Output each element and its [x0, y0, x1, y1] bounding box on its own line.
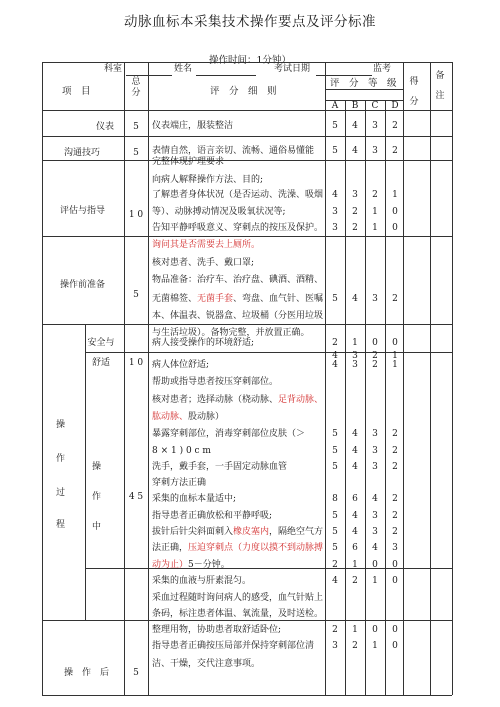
detail-text: 整理用物，协助患者取舒适卧位; — [152, 625, 282, 635]
detail-line — [152, 412, 224, 423]
grade-score: 3 — [372, 527, 378, 537]
detail-text: 物品准备：治疗车、治疗盘、碘酒、酒精、 — [152, 275, 324, 285]
detail-line — [152, 338, 254, 349]
header-got: 得 分 — [409, 77, 419, 107]
grade-score: 4 — [352, 429, 358, 439]
detail-text: 与生活垃圾）。备物完整，并放置正确。 — [152, 328, 310, 338]
detail-line — [152, 294, 323, 305]
table-rule — [148, 62, 149, 695]
total-appearance: 5 — [133, 122, 139, 132]
detail-line — [152, 576, 251, 587]
grade-score: 8 — [332, 494, 338, 504]
grade-score: 2 — [392, 294, 398, 304]
detail-text: 向病人解释操作方法、目的; — [152, 175, 264, 185]
table-rule — [42, 620, 452, 621]
grade-score: 2 — [332, 338, 338, 348]
header-grade: 评 分 等 级 — [330, 78, 397, 89]
grade-score: 0 — [392, 641, 398, 651]
grade-score: 2 — [352, 641, 358, 651]
header-item: 项 目 — [62, 86, 91, 97]
detail-line — [152, 157, 224, 168]
grade-score: 3 — [372, 446, 378, 456]
grade-score: 2 — [392, 446, 398, 456]
detail-text: ，隔绝空气方 — [269, 527, 324, 537]
grade-score: 3 — [392, 543, 398, 553]
item-during-char: 中 — [92, 522, 102, 532]
grade-score: 1 — [392, 190, 398, 200]
grade-score: 2 — [352, 223, 358, 233]
grade-score: 2 — [392, 511, 398, 521]
item-during-char: 作 — [92, 492, 102, 502]
detail-line — [152, 609, 323, 620]
grade-score: 4 — [352, 527, 358, 537]
total-procedure: 4 5 — [128, 492, 144, 502]
detail-text: 表情自然，语言亲切、流畅、通俗易懂能 — [152, 146, 315, 156]
grade-score: 4 — [352, 511, 358, 521]
operation-time: 操作时间：1分钟） — [208, 55, 292, 66]
grade-score: 0 — [372, 625, 378, 635]
table-rule — [42, 324, 452, 325]
detail-line — [152, 223, 323, 234]
item-preparation: 操作前准备 — [60, 280, 106, 290]
detail-line — [152, 360, 209, 371]
grade-score: 2 — [372, 190, 378, 200]
detail-line — [152, 275, 323, 286]
examiner-label: 监考 — [373, 64, 392, 74]
detail-line — [152, 240, 260, 251]
header-detail: 评 分 细 则 — [210, 86, 277, 97]
total-positioning: 1 0 — [128, 358, 144, 368]
detail-text: 了解患者身体状况（是否运动、洗澡、吸烟 — [152, 190, 324, 200]
grade-score: 3 — [332, 223, 338, 233]
grade-score: 4 — [332, 576, 338, 586]
detail-line — [152, 146, 314, 157]
header-note: 备 注 — [435, 71, 445, 101]
detail-line — [152, 311, 323, 322]
grade-score: 5 — [332, 543, 338, 553]
grade-letter: B — [351, 101, 359, 111]
grade-score: 4 — [332, 360, 338, 370]
table-rule — [325, 89, 403, 90]
department-label: 科室 — [104, 64, 123, 74]
detail-line — [152, 462, 287, 473]
grade-score: 3 — [352, 190, 358, 200]
detail-line — [152, 258, 254, 269]
detail-text-highlight: 询问其是否需要去上厕所。 — [152, 240, 261, 250]
grade-score: 2 — [392, 462, 398, 472]
grade-score: 3 — [372, 121, 378, 131]
detail-text: 暴露穿刺部位，消毒穿刺部位皮肤（＞ — [152, 429, 306, 439]
item-safety-comfort: 安全与 舒适 — [87, 338, 115, 368]
item-procedure-char: 程 — [56, 520, 66, 530]
grade-score: 2 — [372, 360, 378, 370]
grade-score: 0 — [392, 207, 398, 217]
grade-letter: D — [391, 101, 399, 111]
detail-text: 核对患者；选择动脉（桡动脉、 — [152, 395, 279, 405]
table-rule — [325, 62, 326, 695]
detail-line — [152, 478, 206, 489]
grade-score: 0 — [392, 576, 398, 586]
grade-score: 1 — [352, 338, 358, 348]
detail-text: 病人接受操作的环境舒适; — [152, 338, 255, 348]
detail-text-highlight: 无菌手套 — [197, 294, 234, 304]
grade-score: 5 — [332, 294, 338, 304]
grade-score: 3 — [372, 511, 378, 521]
grade-score: 1 — [392, 351, 398, 361]
item-communication: 沟通技巧 — [64, 148, 101, 158]
grade-score: 2 — [392, 146, 398, 156]
table-rule — [385, 100, 386, 695]
grade-score: 6 — [352, 494, 358, 504]
detail-text: 法正确， — [152, 543, 189, 553]
detail-text: 核对患者、洗手、戴口罩; — [152, 258, 255, 268]
grade-score: 2 — [392, 494, 398, 504]
grade-score: 4 — [332, 190, 338, 200]
detail-text: 采血过程随时询问病人的感受，血气针贴上 — [152, 593, 324, 603]
table-rule — [42, 62, 452, 63]
item-during-char: 操 — [92, 462, 102, 472]
item-appearance: 仪表 — [96, 122, 115, 132]
table-rule — [452, 62, 453, 695]
table-rule — [42, 160, 452, 161]
detail-line — [152, 377, 278, 388]
grade-score: 1 — [352, 625, 358, 635]
detail-text-highlight: 橡皮塞内 — [233, 527, 270, 537]
detail-line — [152, 543, 323, 554]
grade-score: 4 — [352, 121, 358, 131]
item-procedure-char: 作 — [56, 454, 66, 464]
detail-line — [152, 429, 305, 440]
table-rule — [365, 100, 366, 695]
grade-score: 0 — [372, 338, 378, 348]
grade-score: 2 — [352, 576, 358, 586]
grade-score: 4 — [372, 494, 378, 504]
document-title: 动脉血标本采集技术操作要点及评分标准 — [124, 14, 376, 30]
grade-score: 3 — [372, 429, 378, 439]
detail-text: 病人体位舒适; — [152, 360, 210, 370]
grade-score: 1 — [372, 223, 378, 233]
grade-score: 3 — [332, 641, 338, 651]
detail-line — [152, 121, 233, 132]
detail-text-highlight: 足背动脉、 — [278, 395, 324, 405]
grade-score: 2 — [392, 527, 398, 537]
detail-line — [152, 175, 263, 186]
total-communication: 5 — [133, 148, 139, 158]
table-rule — [403, 62, 404, 695]
grade-score: 1 — [352, 560, 358, 570]
department-blank — [126, 75, 172, 76]
detail-text: 拔针后针尖斜面刺入 — [152, 527, 234, 537]
grade-score: 5 — [332, 462, 338, 472]
detail-text: 条码，标注患者体温、氧流量，及时送检。 — [152, 609, 324, 619]
grade-score: 5 — [332, 429, 338, 439]
grade-letter: A — [331, 101, 339, 111]
detail-line — [152, 560, 230, 571]
total-after: 5 — [133, 668, 139, 678]
name-label: 姓名 — [174, 64, 193, 74]
grade-score: 3 — [352, 351, 358, 361]
grade-score: 4 — [372, 543, 378, 553]
header-total: 总 分 — [131, 77, 141, 98]
detail-line — [152, 593, 323, 604]
detail-line — [152, 659, 260, 670]
grade-score: 3 — [372, 146, 378, 156]
detail-text: 本、体温表、锐器盒、垃圾桶（分医用垃圾 — [152, 311, 324, 321]
detail-text: 穿刺方法正确 — [152, 478, 207, 488]
grade-letter: C — [371, 101, 379, 111]
grade-score: 0 — [392, 560, 398, 570]
grade-score: 1 — [372, 207, 378, 217]
detail-text: 指导患者正确放松和平静呼吸; — [152, 511, 273, 521]
grade-score: 3 — [372, 462, 378, 472]
grade-score: 5 — [332, 121, 338, 131]
grade-score: 0 — [392, 223, 398, 233]
item-procedure-char: 过 — [56, 488, 66, 498]
grade-score: 0 — [392, 338, 398, 348]
name-blank — [196, 75, 256, 76]
detail-text: 仪表端庄，服装整洁 — [152, 121, 234, 131]
grade-score: 2 — [392, 429, 398, 439]
grade-score: 4 — [352, 446, 358, 456]
detail-text: 等）、动脉搏动情况及吸氧状况等; — [152, 207, 286, 217]
grade-score: 3 — [352, 360, 358, 370]
detail-line — [152, 625, 281, 636]
detail-text: 完整体现护理要求 — [152, 157, 225, 167]
detail-text: 洁、干燥，交代注意事项。 — [152, 659, 261, 669]
detail-line — [152, 395, 323, 406]
grade-score: 2 — [372, 351, 378, 361]
detail-line — [152, 494, 236, 505]
detail-text: 帮助或指导患者按压穿刺部位。 — [152, 377, 279, 387]
table-rule — [345, 100, 346, 695]
detail-line — [152, 190, 323, 201]
detail-text: 采集的血标本量适中; — [152, 494, 237, 504]
grade-score: 5 — [332, 511, 338, 521]
detail-line — [152, 527, 323, 538]
detail-text: 8 × 1 ) 0 c m — [152, 446, 211, 456]
grade-score: 5 — [332, 146, 338, 156]
detail-line — [152, 446, 211, 457]
grade-score: 0 — [372, 560, 378, 570]
grade-score: 3 — [372, 294, 378, 304]
detail-text: 5－分钟。 — [188, 560, 230, 570]
detail-line — [152, 207, 286, 218]
detail-line — [152, 641, 314, 652]
detail-text-highlight: 动为止） — [152, 560, 189, 570]
grade-score: 0 — [392, 625, 398, 635]
grade-score: 2 — [332, 625, 338, 635]
table-rule — [430, 62, 431, 695]
grade-score: 4 — [352, 462, 358, 472]
grade-score: 5 — [332, 527, 338, 537]
grade-score: 1 — [372, 641, 378, 651]
table-rule — [42, 136, 452, 137]
grade-score: 4 — [352, 294, 358, 304]
grade-score: 2 — [352, 207, 358, 217]
total-assessment: 1 0 — [128, 210, 144, 220]
grade-score: 1 — [372, 576, 378, 586]
table-rule — [42, 236, 452, 237]
detail-text-highlight: 肱动脉、 — [152, 412, 189, 422]
detail-text: 告知平静呼吸意义、穿刺点的按压及保护。 — [152, 223, 324, 233]
grade-score: 3 — [332, 207, 338, 217]
grade-score: 2 — [392, 121, 398, 131]
item-after-operation: 操 作 后 — [64, 668, 110, 678]
detail-text: 无菌棉签、 — [152, 294, 198, 304]
table-rule — [42, 695, 452, 696]
grade-score: 2 — [332, 560, 338, 570]
item-procedure-char: 操 — [56, 420, 66, 430]
detail-text: 股动脉） — [188, 412, 225, 422]
item-assessment: 评估与指导 — [60, 206, 106, 216]
detail-text: 、弯盘、血气针、医嘱 — [233, 294, 324, 304]
detail-text: 采集的血液与肝素混匀。 — [152, 576, 252, 586]
grade-score: 5 — [332, 446, 338, 456]
table-rule — [42, 62, 43, 695]
exam-date-label: 考试日期 — [274, 64, 311, 74]
grade-score: 4 — [352, 146, 358, 156]
detail-text: 洗手，戴手套，一手固定动脉血管 — [152, 462, 288, 472]
grade-score: 6 — [352, 543, 358, 553]
detail-text: 指导患者正确按压局部并保持穿刺部位清 — [152, 641, 315, 651]
grade-score: 4 — [332, 351, 338, 361]
detail-line — [152, 511, 272, 522]
detail-text-highlight: 压迫穿刺点（力度以摸不到动脉搏 — [188, 543, 324, 553]
grade-score: 1 — [392, 360, 398, 370]
total-preparation: 5 — [133, 290, 139, 300]
